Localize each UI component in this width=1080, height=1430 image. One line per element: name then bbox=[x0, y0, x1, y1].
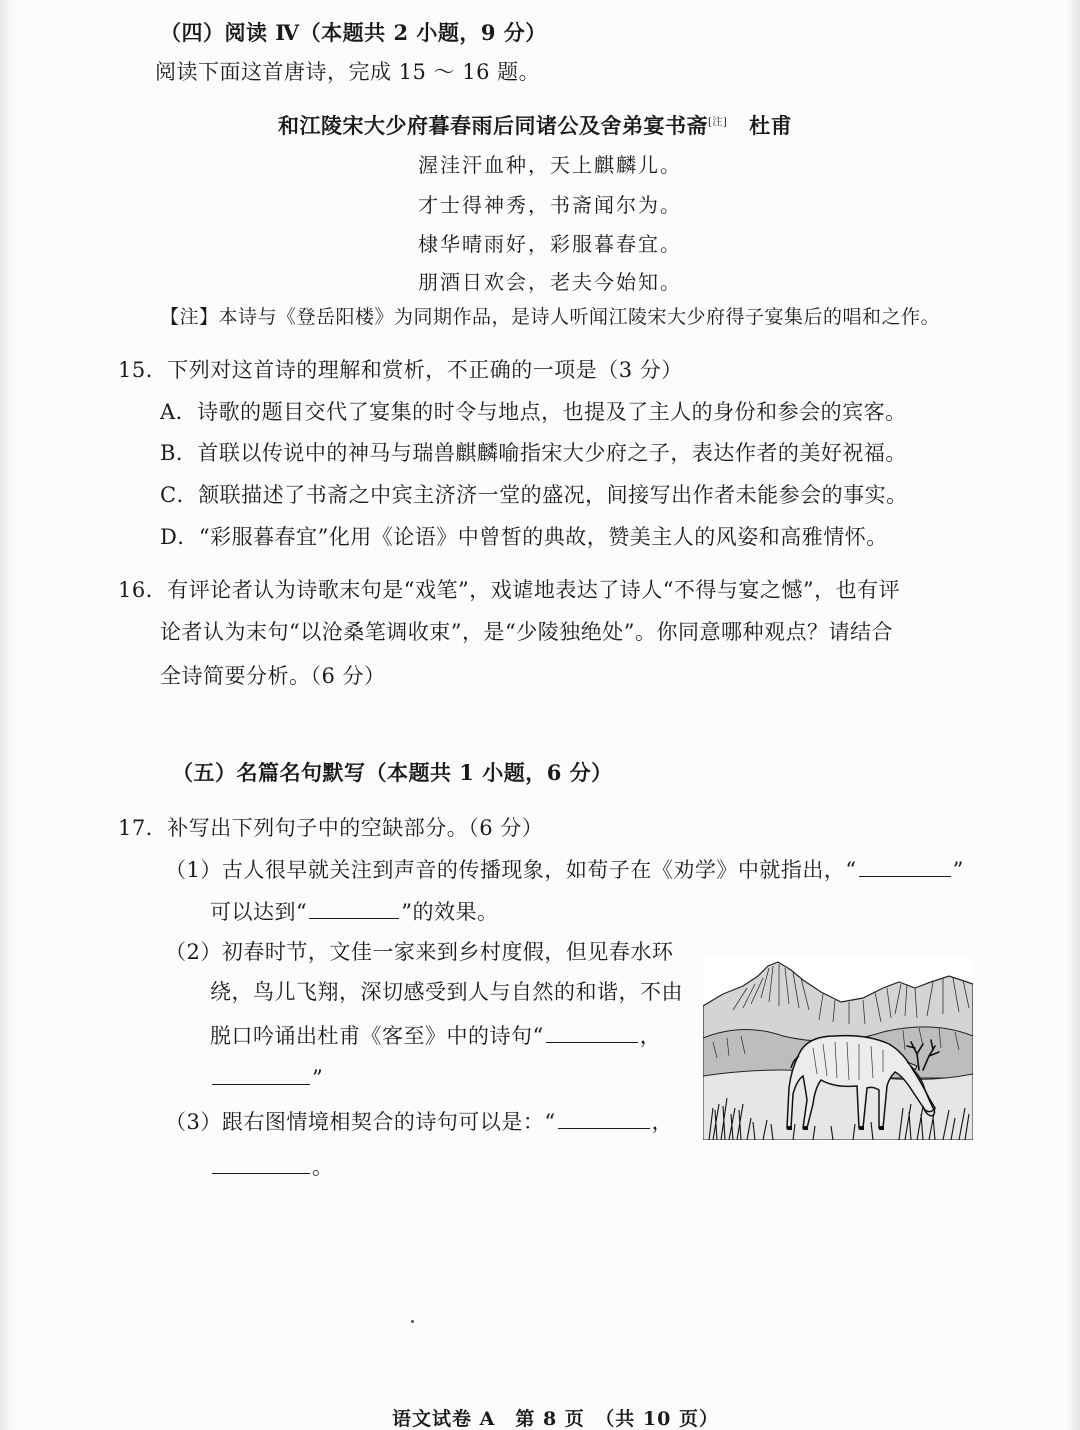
q17-part2-blank-2[interactable] bbox=[212, 1066, 310, 1085]
poem-note: 【注】本诗与《登岳阳楼》为同期作品，是诗人听闻江陵宋大少府得子宴集后的唱和之作。 bbox=[160, 306, 941, 328]
q17-part2-comma: ， bbox=[639, 1024, 662, 1048]
q16-line-1: 16．有评论者认为诗歌末句是“戏笔”，戏谑地表达了诗人“不得与宴之憾”，也有评 bbox=[118, 578, 901, 602]
q17-part1-text-c: ”的效果。 bbox=[401, 900, 499, 924]
q17-part1-blank-1[interactable] bbox=[859, 858, 951, 877]
q17-part1-text-b: 可以达到“ bbox=[210, 900, 308, 924]
page-footer: 语文试卷 A 第 8 页 （共 10 页） bbox=[392, 1408, 719, 1430]
section4-instruction: 阅读下面这首唐诗，完成 15 ～ 16 题。 bbox=[155, 60, 541, 84]
q15-option-d: D．“彩服暮春宜”化用《论语》中曾皙的典故，赞美主人的风姿和高雅情怀。 bbox=[160, 525, 888, 549]
q17-part1-line2 bbox=[210, 900, 499, 923]
q17-part2-line1: （2）初春时节，文佳一家来到乡村度假，但见春水环 bbox=[165, 940, 674, 964]
q17-part1-close-quote: ” bbox=[952, 858, 964, 882]
deer-illustration-svg bbox=[703, 958, 973, 1140]
q15-stem: 15．下列对这首诗的理解和赏析，不正确的一项是（3 分） bbox=[118, 358, 683, 382]
q17-part2-close-quote: ” bbox=[312, 1066, 324, 1090]
section5-header: （五）名篇名句默写（本题共 1 小题，6 分） bbox=[172, 760, 613, 785]
q17-part1-line1 bbox=[165, 858, 964, 881]
q17-part2-line3 bbox=[210, 1024, 661, 1047]
q16-line-3: 全诗简要分析。（6 分） bbox=[160, 664, 386, 688]
q17-part1-text-a: （1）古人很早就关注到声音的传播现象，如荀子在《劝学》中就指出，“ bbox=[165, 858, 857, 882]
q17-part2-text: 脱口吟诵出杜甫《客至》中的诗句“ bbox=[210, 1024, 544, 1048]
section4-header: （四）阅读 Ⅳ（本题共 2 小题，9 分） bbox=[160, 20, 547, 45]
q17-part3-line2 bbox=[210, 1155, 334, 1178]
q17-part1-blank-2[interactable] bbox=[309, 900, 399, 919]
poem-line-3: 棣华晴雨好，彩服暮春宜。 bbox=[418, 232, 682, 256]
q17-part2-blank-1[interactable] bbox=[546, 1024, 638, 1043]
q17-part2-line4 bbox=[210, 1066, 323, 1089]
q17-part2-line2: 绕，鸟儿飞翔，深切感受到人与自然的和谐，不由 bbox=[210, 980, 683, 1004]
q15-option-b: B．首联以传说中的神马与瑞兽麒麟喻指宋大少府之子，表达作者的美好祝福。 bbox=[160, 441, 907, 465]
q15-option-a: A．诗歌的题目交代了宴集的时令与地点，也提及了主人的身份和参会的宾客。 bbox=[160, 400, 907, 424]
poem-author: 杜甫 bbox=[749, 113, 793, 138]
q15-option-c: C．颔联描述了书斋之中宾主济济一堂的盛况，间接写出作者未能参会的事实。 bbox=[160, 483, 908, 507]
q17-part3-comma: ， bbox=[651, 1110, 674, 1134]
poem-line-2: 才士得神秀，书斋闻尔为。 bbox=[418, 193, 682, 217]
scan-shadow-right bbox=[1066, 0, 1080, 1430]
scan-speck bbox=[411, 1320, 414, 1323]
q16-line-2: 论者认为末句“以沧桑笔调收束”，是“少陵独绝处”。你同意哪种观点？请结合 bbox=[160, 620, 893, 644]
poem-title-line bbox=[278, 115, 792, 136]
poem-title: 和江陵宋大少府暮春雨后同诸公及舍弟宴书斋 bbox=[278, 113, 708, 138]
poem-line-1: 渥洼汗血种，天上麒麟儿。 bbox=[418, 153, 682, 177]
q17-part3-blank-1[interactable] bbox=[558, 1110, 650, 1129]
poem-note-mark: [注] bbox=[708, 117, 728, 128]
deer-grazing-mountain-illustration bbox=[703, 958, 973, 1140]
q17-part3-line1 bbox=[165, 1110, 673, 1133]
q17-stem: 17．补写出下列句子中的空缺部分。（6 分） bbox=[118, 816, 544, 840]
q17-part3-blank-2[interactable] bbox=[212, 1155, 310, 1174]
q17-part3-text: （3）跟右图情境相契合的诗句可以是：“ bbox=[165, 1110, 556, 1134]
scan-shadow-left bbox=[0, 0, 14, 1430]
poem-line-4: 朋酒日欢会，老夫今始知。 bbox=[418, 270, 682, 294]
q17-part3-period: 。 bbox=[312, 1155, 334, 1179]
